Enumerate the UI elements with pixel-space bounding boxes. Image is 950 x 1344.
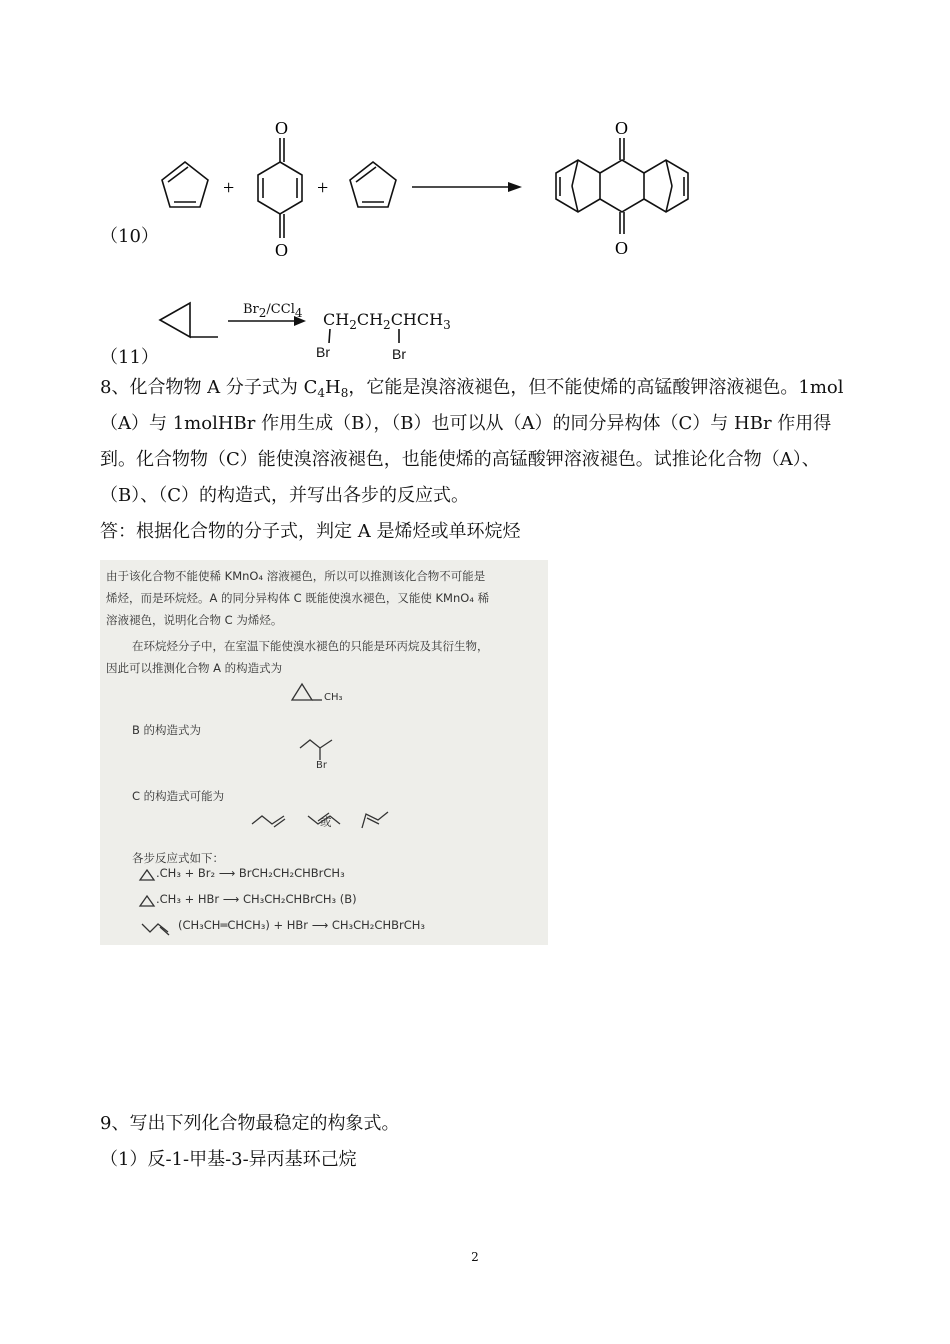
question-8-line-1: 8、化合物物 A 分子式为 $C_4H_8$，它能是溴溶液褪色，但不能使烯的高锰酸钾溶液褪色。1mol — [100, 377, 844, 400]
scan-reaction-2: .CH₃ + HBr ⟶ CH₃CH₂CHBrCH₃ (B) — [156, 892, 357, 906]
question-9-title: 9、写出下列化合物最稳定的构象式。 — [100, 1113, 400, 1134]
scan-text-4: 在环烷烃分子中，在室温下能使溴水褪色的只能是环丙烷及其衍生物， — [132, 639, 489, 653]
scan-text-1: 由于该化合物不能使稀 KMnO₄ 溶液褪色，所以可以推测该化合物不可能是 — [106, 569, 486, 583]
plus-sign-1: + — [223, 177, 235, 199]
quinone-oxygen-top: O — [275, 118, 288, 138]
plus-sign-2: + — [317, 177, 329, 199]
scan-ch3-label: CH₃ — [324, 692, 343, 703]
butene-icon — [140, 918, 180, 938]
reaction-11-scheme — [150, 295, 470, 365]
item-10-label: （10） — [100, 226, 159, 247]
scan-text-3: 溶液褪色，说明化合物 C 为烯烃。 — [106, 613, 283, 627]
scanned-answer-image — [100, 560, 548, 945]
scan-br-label: Br — [316, 760, 327, 771]
scan-reaction-1: .CH₃ + Br₂ ⟶ BrCH₂CH₂CHBrCH₃ — [156, 866, 345, 880]
br-substituent-2: Br — [392, 346, 406, 362]
question-9-subitem-1: （1）反-1-甲基-3-异丙基环己烷 — [100, 1149, 357, 1170]
question-8-answer: 答：根据化合物的分子式，判定 A 是烯烃或单环烷烃 — [100, 521, 521, 542]
question-8 — [100, 370, 845, 550]
question-8-line-3: 到。化合物物（C）能使溴溶液褪色，也能使烯的高锰酸钾溶液褪色。试推论化合物（A）、 — [100, 449, 820, 470]
scan-text-5: 因此可以推测化合物 A 的构造式为 — [106, 661, 283, 675]
scan-text-2: 烯烃，而是环烷烃。A 的同分异构体 C 既能使溴水褪色，又能使 KMnO₄ 稀 — [106, 591, 490, 605]
page-number: 2 — [471, 1250, 479, 1264]
product-oxygen-bottom: O — [615, 238, 628, 258]
product-11-formula: $CH_2CH_2CHCH_3$ — [323, 310, 451, 332]
scan-reaction-3: (CH₃CH═CHCH₃) + HBr ⟶ CH₃CH₂CHBrCH₃ — [178, 918, 425, 932]
product-oxygen-top: O — [615, 118, 628, 138]
quinone-oxygen-bottom: O — [275, 240, 288, 260]
scan-steps-label: 各步反应式如下： — [132, 851, 224, 865]
question-8-line-2: （A）与 1molHBr 作用生成（B），（B）也可以从（A）的同分异构体（C）与 HBr 作用得 — [100, 413, 832, 434]
scan-b-label: B 的构造式为 — [132, 723, 202, 737]
item-11-label: （11） — [100, 347, 159, 368]
scan-or-label: 或 — [320, 815, 332, 829]
scan-c-label: C 的构造式可能为 — [132, 789, 225, 803]
reagent-br2-ccl4: $Br_2/CCl_4$ — [243, 302, 303, 320]
question-8-line-4: （B）、（C）的构造式，并写出各步的反应式。 — [100, 485, 469, 506]
br-substituent-1: Br — [316, 344, 330, 360]
reaction-10-scheme — [140, 110, 740, 260]
